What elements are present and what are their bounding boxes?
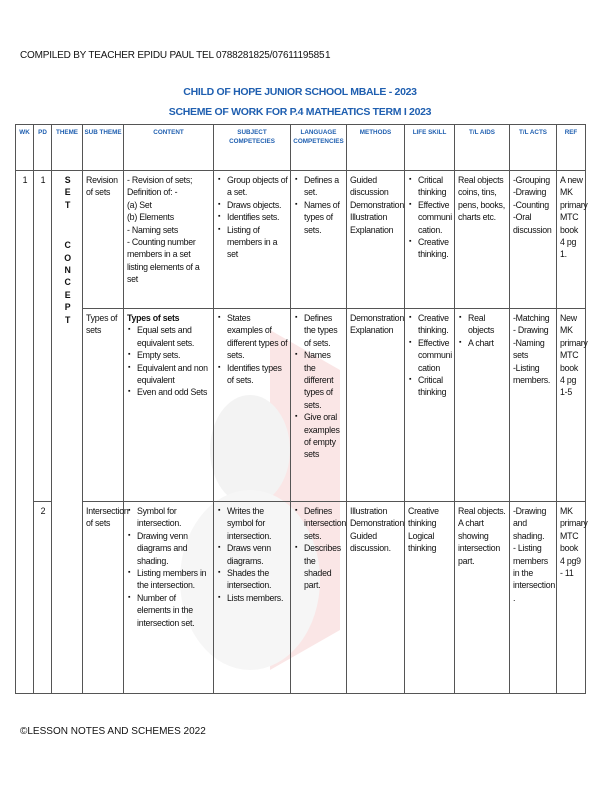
col-pd: PD: [34, 125, 52, 171]
list-item: ▪ Defines the types of sets.: [304, 312, 344, 349]
ref-cell: MK primary MTC book 4 pg9 - 11: [557, 502, 586, 694]
theme-letter: T: [64, 199, 71, 210]
tl-aids-cell: Real objects. A chart showing intersection part.: [455, 502, 510, 694]
tl-acts-cell: [510, 309, 557, 502]
theme-letter: E: [64, 187, 71, 198]
list-item: ▪ Critical thinking: [418, 374, 452, 399]
life-skill-cell: Creative thinking Logical thinking: [405, 502, 455, 694]
tl-act: -Drawing and shading.: [513, 506, 547, 541]
tl-act: -Drawing: [513, 187, 547, 198]
page-number: 1: [325, 50, 331, 61]
content-line: - Revision of sets; Definition of: -: [127, 175, 193, 198]
tl-aids-cell: [455, 309, 510, 502]
methods-cell: Illustration Demonstration Guided discussion.: [347, 502, 405, 694]
list-item: ▪ Shades the intersection.: [227, 567, 288, 592]
language-competences-cell: [291, 171, 347, 309]
ref-cell: New MK primary MTC book 4 pg 1-5: [557, 309, 586, 502]
content-line: - Naming sets: [127, 224, 179, 235]
tl-act: -Listing members.: [513, 362, 551, 386]
col-ref: REF: [557, 125, 586, 171]
tl-act: - Listing members in the intersection: [513, 543, 555, 591]
list-item: ▪ Listing members in the intersection.: [137, 567, 211, 592]
col-subject-competences: SUBJECT COMPETECIES: [214, 125, 291, 171]
theme-letter: S: [64, 175, 71, 185]
tl-act: -Oral discussion: [513, 212, 552, 235]
list-item: ▪ Effective communi cation: [418, 337, 452, 374]
list-item: ▪ Identifies sets.: [227, 211, 288, 223]
content-line: (b) Elements: [127, 212, 174, 223]
list-item: ▪ Creative thinking.: [418, 236, 452, 261]
tl-act: -Grouping: [513, 175, 550, 185]
list-item: ▪ Identifies types of sets.: [227, 362, 288, 387]
theme-letter: O: [64, 252, 71, 263]
list-item: ▪ Lists members.: [227, 592, 288, 604]
tl-act: -Counting: [513, 199, 549, 210]
subject-competences-cell: [214, 171, 291, 309]
theme-letter: P: [64, 302, 71, 313]
content-line: - Counting number members in a set listing elements of a set: [127, 237, 200, 285]
col-wk: WK: [16, 125, 34, 171]
content-line: (a) Set: [127, 199, 152, 210]
content-heading: Types of sets: [127, 313, 180, 323]
list-item: ▪ Draws objects.: [227, 199, 288, 211]
col-theme: THEME: [52, 125, 83, 171]
list-item: ▪ States examples of different types of sets.: [227, 312, 288, 362]
language-competences-cell: [291, 502, 347, 694]
list-item: ▪ Creative thinking.: [418, 312, 452, 337]
col-methods: METHODS: [347, 125, 405, 171]
list-item: ▪ Real objects: [468, 312, 507, 337]
theme-letter: T: [64, 314, 71, 325]
table-row: [16, 171, 586, 309]
week-cell: 1: [16, 171, 34, 694]
period-cell: 1: [34, 171, 52, 502]
sub-theme-cell: Revision of sets: [83, 171, 124, 309]
school-title: CHILD OF HOPE JUNIOR SCHOOL MBALE - 2023: [183, 86, 417, 98]
col-sub-theme: SUB THEME: [83, 125, 124, 171]
list-item: ▪ Names of types of sets.: [304, 199, 344, 236]
list-item: ▪ Equivalent and non equivalent: [137, 362, 211, 387]
tl-act: -Matching: [513, 313, 550, 323]
theme-letter: C: [64, 240, 71, 251]
list-item: ▪ Effective communi cation.: [418, 199, 452, 236]
tl-acts-cell: [510, 171, 557, 309]
list-item: ▪ Drawing venn diagrams and shading.: [137, 530, 211, 567]
period-cell: 2: [34, 502, 52, 694]
theme-letter-gap: [55, 211, 80, 239]
list-item: ▪ Critical thinking: [418, 174, 452, 199]
subject-competences-cell: [214, 309, 291, 502]
copyright-footer: ©LESSON NOTES AND SCHEMES 2022: [20, 726, 206, 737]
tl-aids-cell: Real objects coins, tins, pens, books, charts etc.: [455, 171, 510, 309]
theme-letter: E: [64, 289, 71, 300]
list-item: ▪ Describes the shaded part.: [304, 542, 344, 592]
tl-act: - Drawing: [513, 325, 549, 336]
list-item: ▪ Equal sets and equivalent sets.: [137, 324, 211, 349]
theme-letter: C: [64, 277, 71, 288]
table-row: [16, 502, 586, 694]
ref-cell: A new MK primary MTC book 4 pg 1.: [557, 171, 586, 309]
sub-theme-cell: Intersection of sets: [83, 502, 124, 694]
theme-cell: [52, 171, 83, 694]
list-item: ▪ Empty sets.: [137, 349, 211, 361]
subject-competences-cell: [214, 502, 291, 694]
content-cell: [124, 502, 214, 694]
life-skill-cell: [405, 309, 455, 502]
compiled-by-header: COMPILED BY TEACHER EPIDU PAUL TEL 0788281825/0761119585: [20, 50, 325, 61]
list-item: ▪ Listing of members in a set: [227, 224, 288, 261]
tl-act: .: [513, 592, 516, 603]
list-item: ▪ A chart: [468, 337, 507, 349]
col-tl-aids: T/L AIDS: [455, 125, 510, 171]
language-competences-cell: [291, 309, 347, 502]
theme-letter: N: [64, 265, 71, 276]
scheme-title: SCHEME OF WORK FOR P.4 MATHEATICS TERM I 2023: [168, 106, 432, 118]
tl-act: -Naming sets: [513, 337, 545, 361]
sub-theme-cell: Types of sets: [83, 309, 124, 502]
list-item: ▪ Defines a set.: [304, 174, 344, 199]
list-item: ▪ Number of elements in the intersection set.: [137, 592, 211, 629]
list-item: ▪ Names the different types of sets.: [304, 349, 344, 411]
list-item: ▪ Group objects of a set.: [227, 174, 288, 199]
list-item: ▪ Draws venn diagrams.: [227, 542, 288, 567]
content-cell: [124, 171, 214, 309]
methods-cell: Demonstration Explanation: [347, 309, 405, 502]
col-language-competences: LANGUAGE COMPETENCIES: [291, 125, 347, 171]
list-item: ▪ Symbol for intersection.: [137, 505, 211, 530]
col-life-skill: LIFE SKILL: [405, 125, 455, 171]
list-item: ▪ Give oral examples of empty sets: [304, 411, 344, 461]
scheme-of-work-table: [15, 124, 586, 694]
list-item: ▪ Writes the symbol for intersection.: [227, 505, 288, 542]
methods-cell: Guided discussion Demonstration Illustration Explanation: [347, 171, 405, 309]
life-skill-cell: [405, 171, 455, 309]
list-item: ▪ Defines intersection sets.: [304, 505, 344, 542]
table-header-row: [16, 125, 586, 171]
col-tl-acts: T/L ACTS: [510, 125, 557, 171]
content-cell: [124, 309, 214, 502]
table-row: [16, 309, 586, 502]
tl-acts-cell: [510, 502, 557, 694]
list-item: ▪ Even and odd Sets: [137, 386, 211, 398]
col-content: CONTENT: [124, 125, 214, 171]
